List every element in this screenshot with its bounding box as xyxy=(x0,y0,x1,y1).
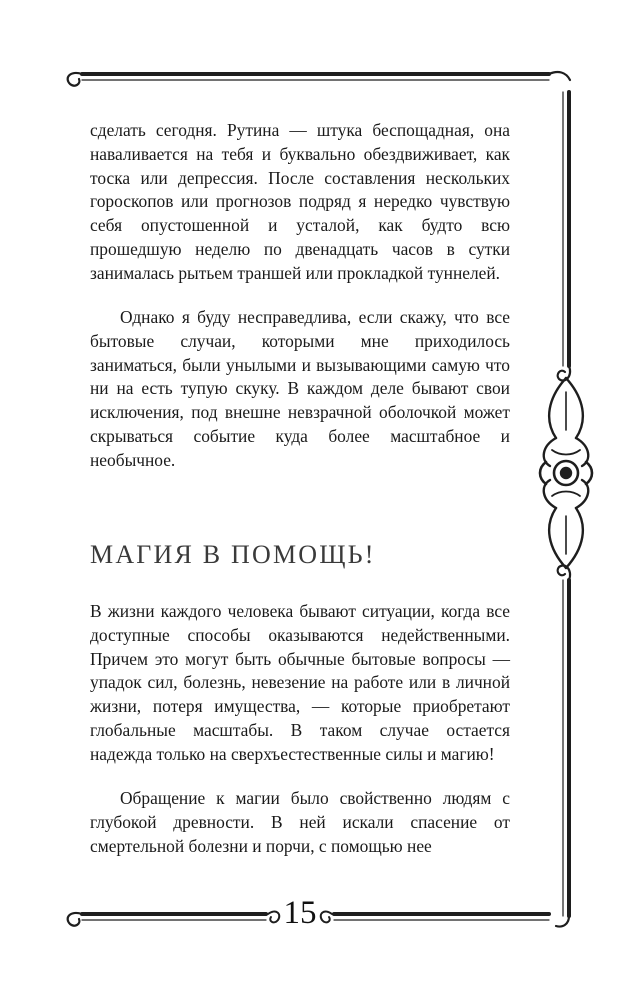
body-paragraph: Однако я буду несправедлива, если скажу, что все бытовые случаи, которыми мне приходилось заниматься, были унылыми и вызывающими самую что ни на есть тупую скуку. В каждом деле бывают свои исключения, под внешне невзрачной оболочкой может скрываться событие куда более масштабное и необычное. xyxy=(90,307,510,470)
body-paragraph: В жизни каждого человека бывают ситуации, когда все доступные способы оказываются недейственными. Причем это могут быть обычные бытовые вопросы — упадок сил, болезнь, невезение на работе или в личной жизни, потеря имущества, — которые приобретают глобальные масштабы. В таком случае остается надежда только на сверхъестественные силы и магию! xyxy=(90,601,510,764)
body-paragraph: сделать сегодня. Рутина — штука беспощадная, она наваливается на тебя и буквально обездвиживает, как тоска или депрессия. После составления нескольких гороскопов или прогнозов подряд я нередко чувствую себя опустошенной и усталой, как будто всю прошедшую неделю по двенадцать часов в сутки занималась рытьем траншей или прокладкой туннелей. xyxy=(90,120,510,283)
page-number: 15 xyxy=(283,895,317,931)
section-heading: МАГИЯ В ПОМОЩЬ! xyxy=(90,540,376,569)
body-paragraph: Обращение к магии было свойственно людям с глубокой древности. В ней искали спасение от смертельной болезни и порчи, с помощью нее xyxy=(90,788,510,856)
